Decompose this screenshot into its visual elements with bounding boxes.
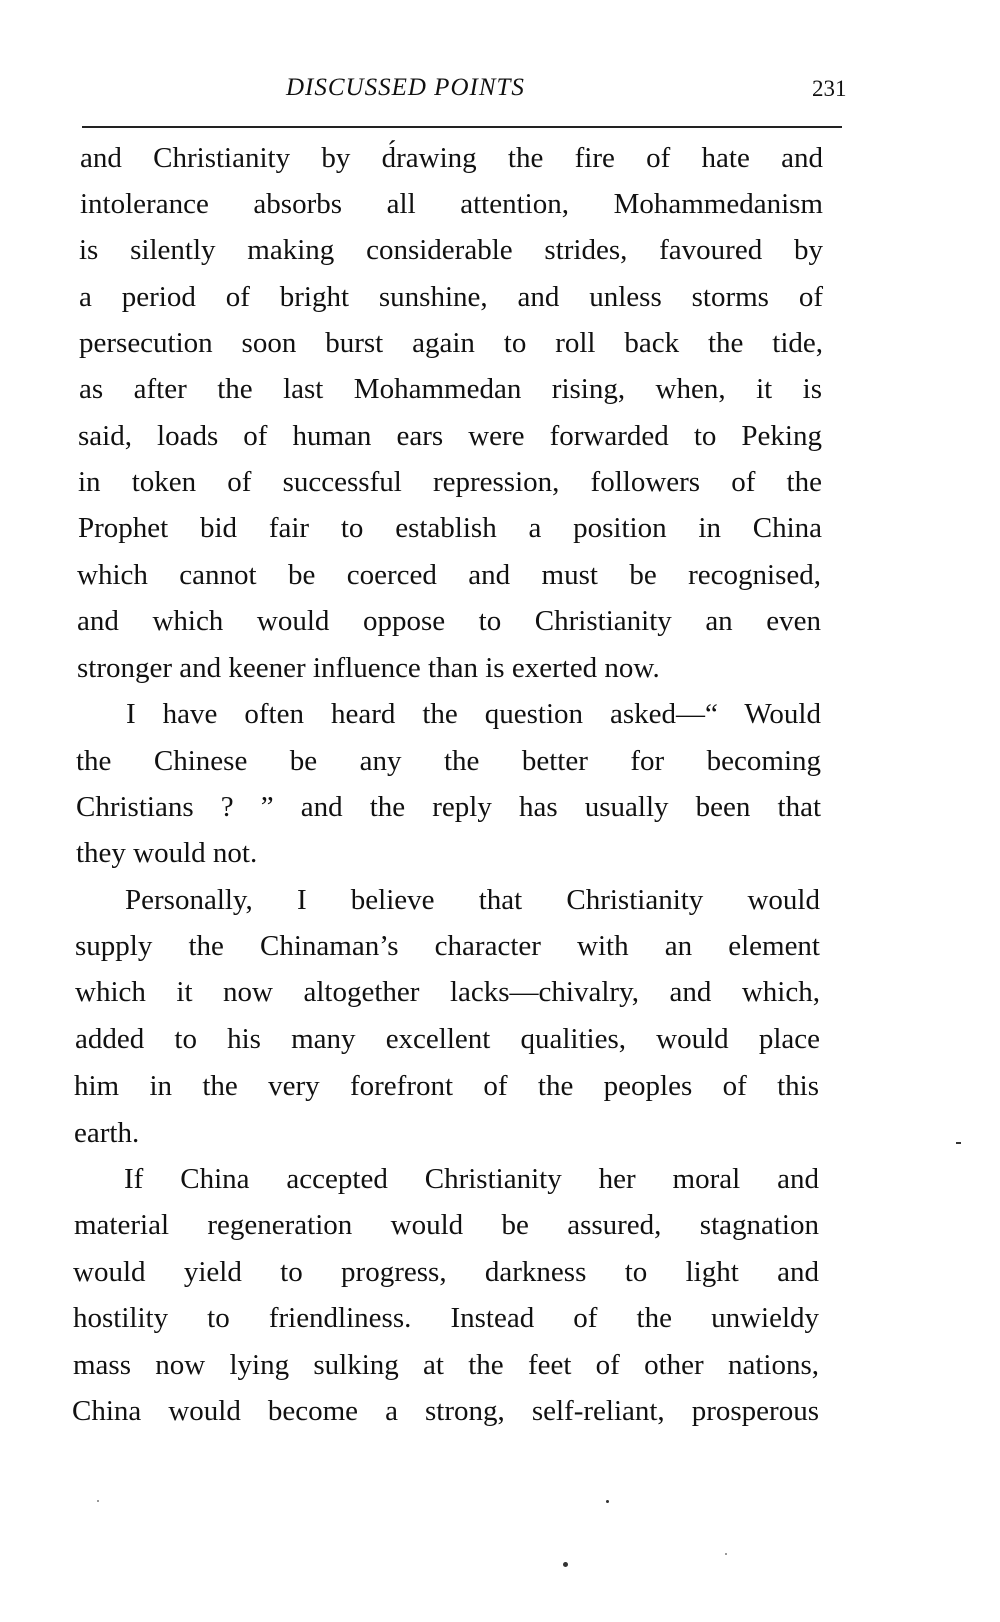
text-line: Prophet bid fair to establish a position in China — [78, 512, 822, 544]
text-line: him in the very forefront of the peoples of this — [74, 1070, 819, 1102]
scan-speck — [956, 1142, 961, 1144]
scan-speck — [606, 1500, 609, 1503]
scan-speck — [563, 1562, 568, 1567]
text-line: which cannot be coerced and must be recognised, — [77, 559, 821, 591]
scan-speck — [725, 1553, 727, 1555]
header-rule — [82, 126, 842, 128]
text-line: is silently making considerable strides, favoured by — [79, 234, 823, 266]
text-line: and Christianity by d́rawing the fire of hate and — [80, 142, 823, 174]
running-title: DISCUSSED POINTS — [286, 74, 525, 101]
text-line: would yield to progress, darkness to light and — [73, 1256, 819, 1288]
page-number: 231 — [812, 76, 847, 101]
text-line: as after the last Mohammedan rising, when, it is — [79, 373, 822, 405]
text-line: mass now lying sulking at the feet of other nations, — [73, 1349, 819, 1381]
text-line: persecution soon burst again to roll back the tide, — [79, 327, 823, 359]
text-line: added to his many excellent qualities, would place — [75, 1023, 820, 1055]
running-head — [0, 74, 1000, 114]
text-line: stronger and keener influence than is exerted now. — [77, 652, 660, 684]
text-line: hostility to friendliness. Instead of the unwieldy — [73, 1302, 819, 1334]
text-line: intolerance absorbs all attention, Mohammedanism — [80, 188, 823, 220]
text-line: and which would oppose to Christianity an even — [77, 605, 821, 637]
text-line: supply the Chinaman’s character with an element — [75, 930, 820, 962]
text-line: the Chinese be any the better for becoming — [76, 745, 821, 777]
scan-speck — [97, 1500, 99, 1502]
text-line: in token of successful repression, followers of the — [78, 466, 822, 498]
text-line: earth. — [74, 1117, 140, 1149]
text-line: China would become a strong, self-reliant, prosperous — [72, 1395, 819, 1427]
text-line: Personally, I believe that Christianity would — [125, 884, 820, 916]
text-line: said, loads of human ears were forwarded to Peking — [78, 420, 822, 452]
text-line: material regeneration would be assured, stagnation — [74, 1209, 819, 1241]
text-line: If China accepted Christianity her moral and — [124, 1163, 819, 1195]
text-line: which it now altogether lacks—chivalry, and which, — [75, 976, 820, 1008]
text-line: I have often heard the question asked—“ Would — [126, 698, 821, 730]
text-line: they would not. — [76, 837, 258, 869]
text-line: Christians ? ” and the reply has usually been that — [76, 791, 821, 823]
text-line: a period of bright sunshine, and unless storms of — [79, 281, 823, 313]
